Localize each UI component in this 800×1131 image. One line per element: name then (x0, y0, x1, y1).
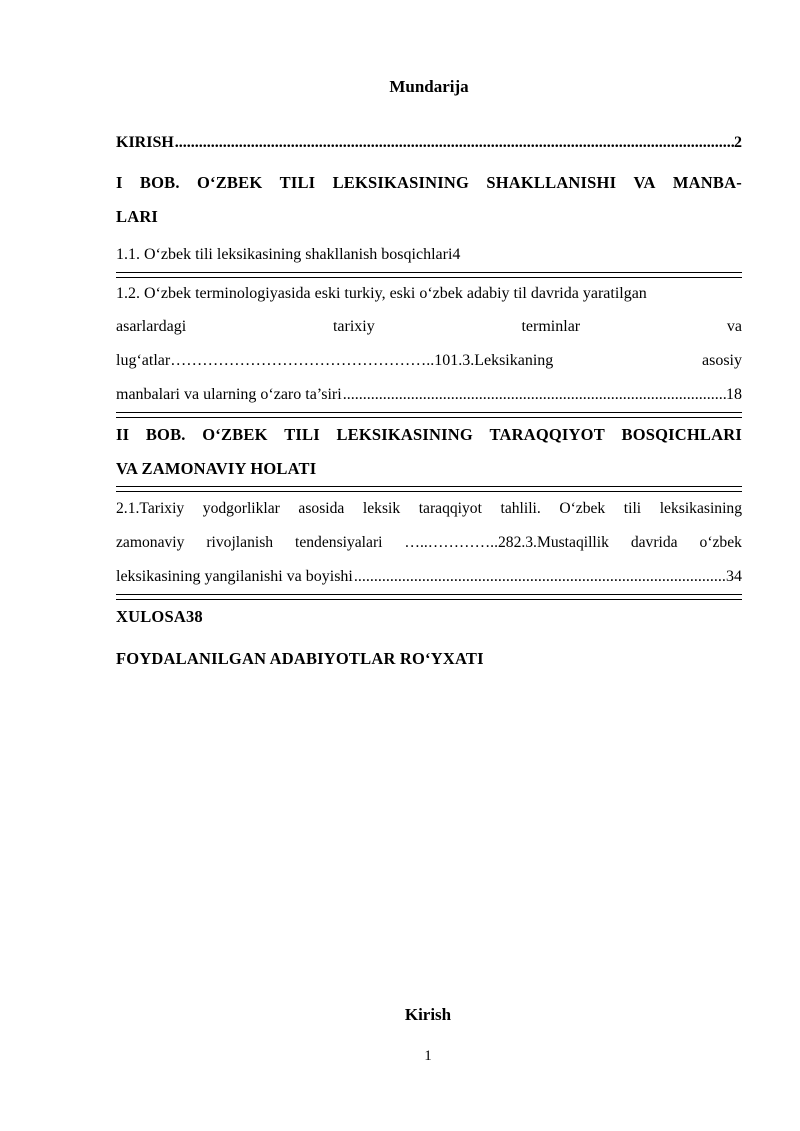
toc-entry-2-2-line2 (116, 526, 742, 560)
toc-entry-1-3 (116, 378, 742, 412)
table-of-contents (116, 76, 742, 676)
heading-word: TILI (284, 425, 320, 444)
word: leksikasining (659, 500, 742, 517)
word: rivojlanish (206, 534, 274, 551)
chapter-1-heading-line2: LARI (116, 207, 159, 226)
word: yodgorliklar (202, 500, 280, 517)
toc-chapter-1-heading[interactable] (116, 166, 742, 234)
word: lug‘atlar…………………………………………..101.3.Leksikaning (116, 352, 554, 369)
word: asarlardagi (116, 318, 187, 335)
heading-word: TARAQQIYOT (489, 425, 605, 444)
toc-entry-adabiyotlar[interactable]: FOYDALANILGAN ADABIYOTLAR RO‘YXATI (116, 649, 484, 668)
toc-entry-1-1[interactable]: 1.1. O‘zbek tili leksikasining shakllanish bosqichlari4 (116, 246, 461, 263)
toc-entry-1-2-block[interactable] (116, 278, 742, 412)
heading-word: LEKSIKASINING (336, 425, 473, 444)
heading-word: O‘ZBEK (196, 173, 263, 192)
chapter-1-heading-line1 (116, 166, 742, 200)
word: tendensiyalari (295, 534, 383, 551)
toc-entry-label: KIRISH (116, 134, 174, 151)
word: asosiy (702, 352, 742, 369)
toc-entry-1-2-line3 (116, 344, 742, 378)
word: va (726, 318, 742, 335)
word: tarixiy (332, 318, 375, 335)
toc-entry-2-1-line1 (116, 492, 742, 526)
word: asosida (298, 500, 345, 517)
toc-entry-xulosa[interactable]: XULOSA38 (116, 607, 203, 626)
heading-word: SHAKLLANISHI (486, 173, 617, 192)
word: zamonaviy (116, 534, 185, 551)
page-number: 1 (424, 1048, 432, 1064)
word: O‘zbek (559, 500, 606, 517)
section-title-kirish: Kirish (404, 1005, 452, 1024)
word: terminlar (521, 318, 581, 335)
toc-title: Mundarija (389, 77, 469, 96)
toc-entry-2-block[interactable] (116, 492, 742, 594)
chapter-2-heading-line2: VA ZAMONAVIY HOLATI (116, 459, 317, 478)
toc-entry-page: 2 (734, 134, 742, 151)
toc-entry-2-3 (116, 560, 742, 594)
toc-entry-label: leksikasining yangilanishi va boyishi (116, 568, 353, 585)
toc-entry-1-2-line1: 1.2. O‘zbek terminologiyasida eski turkiy, eski o‘zbek adabiy til davrida yaratilgan (116, 285, 647, 302)
toc-entry-kirish[interactable] (116, 126, 742, 160)
heading-word: II (116, 425, 130, 444)
heading-word: VA (633, 173, 656, 192)
heading-word: BOB. (139, 173, 180, 192)
word: …..…………..282.3.Mustaqillik (404, 534, 609, 551)
toc-entry-1-2-line2 (116, 310, 742, 344)
heading-word: O‘ZBEK (202, 425, 268, 444)
toc-entry-page: 34 (726, 568, 742, 585)
word: o‘zbek (699, 534, 742, 551)
chapter-2-heading-line1 (116, 418, 742, 452)
word: davrida (630, 534, 678, 551)
word: tahlili. (500, 500, 541, 517)
word: tili (623, 500, 642, 517)
heading-word: MANBA- (672, 173, 742, 192)
toc-chapter-2-heading[interactable] (116, 418, 742, 486)
heading-word: BOSQICHLARI (621, 425, 742, 444)
heading-word: I (116, 173, 123, 192)
toc-entry-page: 18 (726, 386, 742, 403)
heading-word: BOB. (145, 425, 186, 444)
word: taraqqiyot (418, 500, 482, 517)
word: leksik (362, 500, 401, 517)
toc-entry-label: manbalari va ularning o‘zaro ta’siri (116, 386, 342, 403)
dot-leader (175, 126, 734, 160)
dot-leader (343, 378, 726, 412)
heading-word: TILI (279, 173, 316, 192)
word: 2.1.Tarixiy (116, 500, 185, 517)
heading-word: LEKSIKASINING (332, 173, 470, 192)
dot-leader (354, 560, 726, 594)
